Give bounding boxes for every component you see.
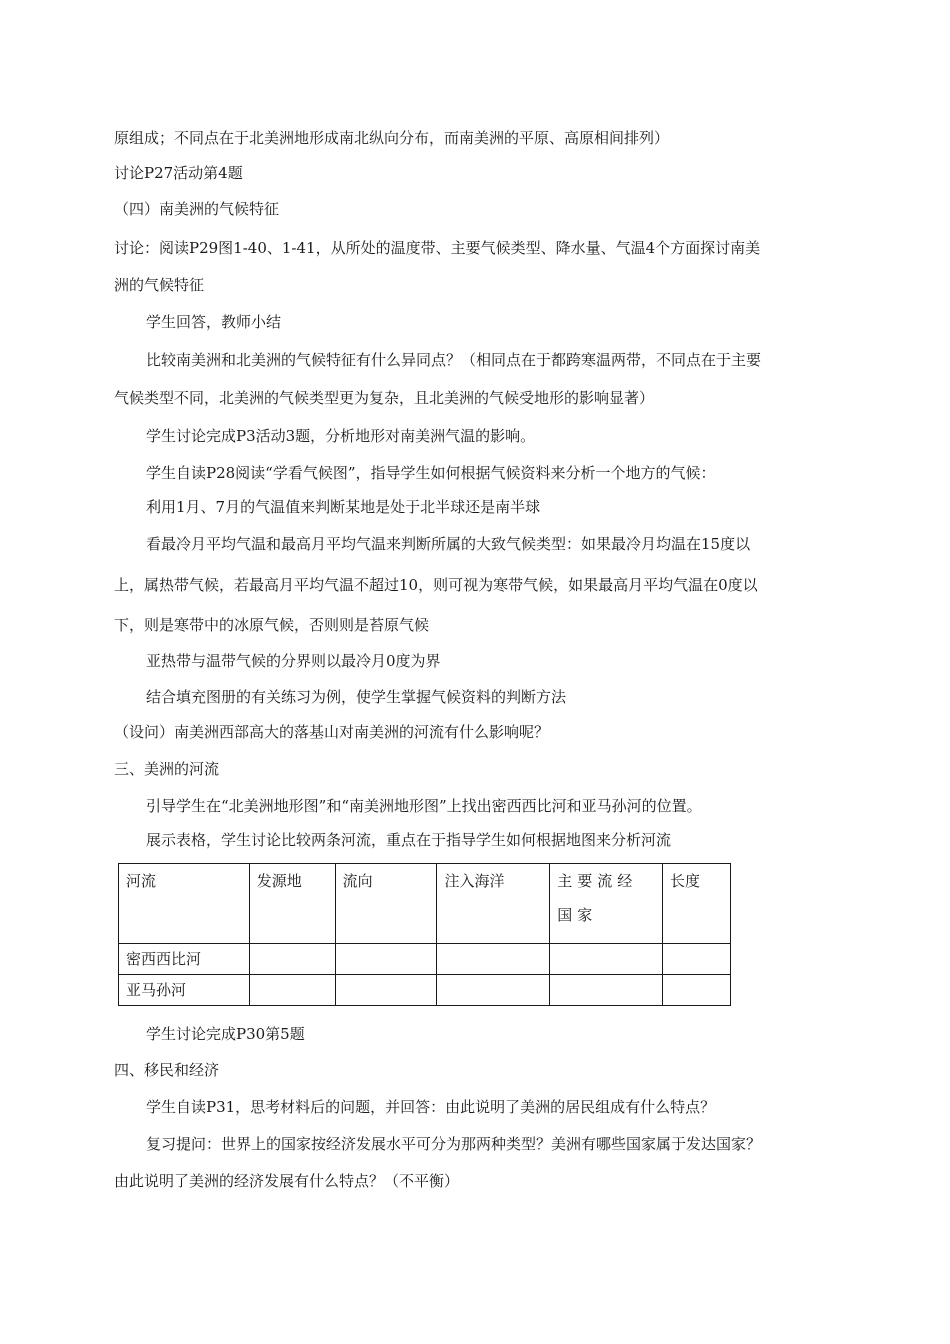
section-heading: 三、美洲的河流 <box>114 760 220 778</box>
text-line: 洲的气候特征 <box>114 276 205 294</box>
text-line: 原组成；不同点在于北美洲地形成南北纵向分布，而南美洲的平原、高原相间排列） <box>114 129 670 147</box>
text-line: 上，属热带气候，若最高月平均气温不超过10，则可视为寒带气候，如果最高月平均气温在0度以 <box>114 576 758 594</box>
text-line: 气候类型不同，北美洲的气候类型更为复杂，且北美洲的气候受地形的影响显著） <box>114 389 655 407</box>
text-line: 引导学生在“北美洲地形图”和“南美洲地形图”上找出密西西比河和亚马孙河的位置。 <box>146 797 702 815</box>
text-line: 讨论P27活动第4题 <box>114 164 243 182</box>
table-cell <box>550 975 663 1006</box>
text-line: （设问）南美洲西部高大的落基山对南美洲的河流有什么影响呢？ <box>114 723 550 741</box>
text-line: 比较南美洲和北美洲的气候特征有什么异同点？（相同点在于都跨寒温两带，不同点在于主要 <box>146 351 762 369</box>
table-cell <box>335 975 437 1006</box>
section-heading: 四、移民和经济 <box>114 1061 220 1079</box>
text-line: 学生自读P31，思考材料后的问题，并回答：由此说明了美洲的居民组成有什么特点？ <box>146 1098 716 1116</box>
text-line: 学生讨论完成P30第5题 <box>146 1025 305 1043</box>
text-line: 学生自读P28阅读“学看气候图”，指导学生如何根据气候资料来分析一个地方的气候： <box>146 464 716 482</box>
table-cell <box>663 944 731 975</box>
text-line: 看最冷月平均气温和最高月平均气温来判断所属的大致气候类型：如果最冷月均温在15度以 <box>146 535 751 553</box>
text-line: 利用1月、7月的气温值来判断某地是处于北半球还是南半球 <box>146 498 541 516</box>
table-header-cell: 长度 <box>663 864 731 944</box>
table-cell: 亚马孙河 <box>119 975 250 1006</box>
text-line: 展示表格，学生讨论比较两条河流，重点在于指导学生如何根据地图来分析河流 <box>146 831 672 849</box>
section-heading: （四）南美洲的气候特征 <box>114 200 280 218</box>
table-row <box>119 975 731 1006</box>
table-cell <box>249 975 335 1006</box>
table-header-cell: 主要流经国家 <box>550 864 663 944</box>
table-header-cell: 注入海洋 <box>437 864 550 944</box>
table-header-cell: 河流 <box>119 864 250 944</box>
table-cell: 密西西比河 <box>119 944 250 975</box>
table-cell <box>249 944 335 975</box>
table-cell <box>437 975 550 1006</box>
text-line: 学生讨论完成P3活动3题，分析地形对南美洲气温的影响。 <box>146 427 536 445</box>
text-line: 亚热带与温带气候的分界则以最冷月0度为界 <box>146 652 441 670</box>
table-cell <box>550 944 663 975</box>
table-cell <box>663 975 731 1006</box>
table-cell <box>437 944 550 975</box>
text-line: 由此说明了美洲的经济发展有什么特点？（不平衡） <box>114 1172 460 1190</box>
table-header-row <box>119 864 731 944</box>
river-comparison-table <box>118 863 731 1006</box>
text-line: 讨论：阅读P29图1-40、1-41，从所处的温度带、主要气候类型、降水量、气温4个方面探讨南美 <box>114 239 761 257</box>
text-line: 下，则是寒带中的冰原气候，否则则是苔原气候 <box>114 616 430 634</box>
table-header-cell: 发源地 <box>249 864 335 944</box>
table-cell <box>335 944 437 975</box>
text-line: 复习提问：世界上的国家按经济发展水平可分为那两种类型？美洲有哪些国家属于发达国家？ <box>146 1135 762 1153</box>
text-line: 结合填充图册的有关练习为例，使学生掌握气候资料的判断方法 <box>146 688 567 706</box>
table-header-cell: 流向 <box>335 864 437 944</box>
table-row <box>119 944 731 975</box>
text-line: 学生回答，教师小结 <box>146 313 282 331</box>
